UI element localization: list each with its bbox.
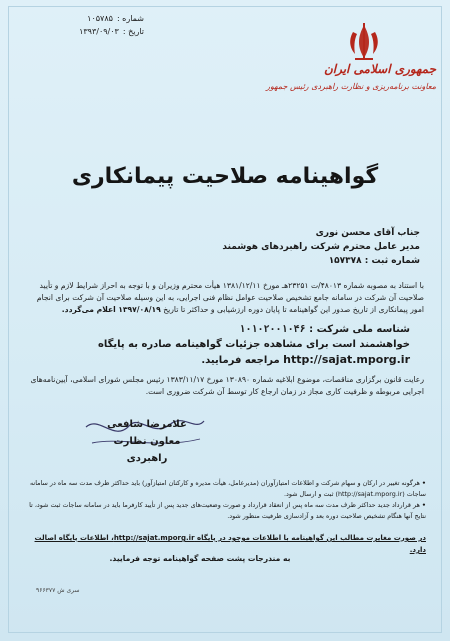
number-label: شماره : (116, 14, 144, 23)
signer-name: غلامرضا شافعی (107, 419, 187, 430)
note-1-bullet-icon: • (421, 479, 426, 487)
national-id-block (50, 322, 410, 368)
addressee-name: جناب آقای محسن نوری (315, 228, 420, 238)
serial-number: سری ش ۹۶۶۳۷۷ (36, 587, 80, 594)
note-2-text: هر قرارداد جدید حداکثر ظرف مدت سه ماه پس از انعقاد قرارداد و صورت وضعیت‌های جدید پس از تأیید کارفرما باید در سامانه ساجات ثبت شود، تا نتایج آنها هنگام تشخیص صلاحیت دوره بعد و آزادسازی ظرفیت منظور شود. (29, 501, 426, 520)
ministry-header (236, 62, 436, 91)
certificate-title: گواهینامه صلاحیت پیمانکاری (71, 164, 379, 189)
body1-text: با استناد به مصوبه شماره ۴۸۰۱۳/ت ۲۳۲۵۱هـ مورخ ۱۳۸۱/۱۲/۱۱ هیأت محترم وزیران و با توجه به احراز شرایط لازم و تأیید صلاحیت آن شرکت در سامانه جامع تشخیص صلاحیت عوامل نظام فنی اجرایی، به این وسیله صلاحیت آن شرکت برای انجام امور پیمانکاری از تاریخ صدور این گواهینامه تا پایان دوره ارزشیابی و حداکثر تا تاریخ (36, 281, 424, 314)
sajat-link[interactable]: http://sajat.mporg.ir (283, 353, 410, 366)
registration-number: شماره ثبت : ۱۵۷۳۷۸ (328, 256, 420, 266)
national-id-tail: مراجعه فرمایید. (201, 355, 280, 366)
national-id-line3 (50, 352, 410, 368)
note-2-bullet-icon: • (421, 501, 426, 509)
deadline-date: ۱۳۹۷/۰۸/۱۹ (118, 305, 161, 314)
number-row (24, 12, 144, 25)
date-label: تاریخ : (122, 27, 144, 36)
addressee-role: مدیر عامل محترم شرکت راهبردهای هوشمند (222, 242, 420, 252)
signer-position: معاون نظارت راهبردی (113, 436, 181, 464)
signature-block (92, 416, 202, 467)
body-paragraph-2: رعایت قانون برگزاری مناقصات، موضوع ابلاغیه شماره ۱۳۰۸۹۰ مورخ ۱۳۸۳/۱۱/۱۷ رئیس مجلس شورای اسلامی، آیین‌نامه‌های اجرایی مربوطه و ظرفیت کاری مجاز در زمان ارجاع کار توسط آن شرکت ضروری است. (30, 375, 424, 396)
back-page-note: به مندرجات پشت صفحه گواهینامه توجه فرمایید. (109, 554, 291, 563)
note-1-text: هرگونه تغییر در ارکان و سهام شرکت و اطلاعات امتیازآوران (مدیرعامل، هیأت مدیره و کارکنان امتیازآور) باید حداکثر ظرف مدت سه ماه در سامانه ساجات (http://sajat.mporg.ir) ثبت و ارسال شود. (30, 479, 426, 498)
ministry-title: جمهوری اسلامی ایران (323, 62, 436, 76)
national-id-value: ۱۰۱۰۲۰۰۱۰۴۶ (239, 324, 306, 335)
notes-block (22, 478, 426, 522)
number-value: ۱۰۵۷۸۵ (87, 14, 113, 23)
national-id-label: شناسه ملی شرکت : (309, 324, 410, 335)
national-id-row (50, 322, 410, 337)
date-row (24, 25, 144, 38)
body-paragraph-1 (26, 280, 424, 316)
national-id-line2: خواهشمند است برای مشاهده جزئیات گواهینامه صادره به پایگاه (97, 339, 410, 350)
date-value: ۱۳۹۳/۰۹/۰۳ (79, 27, 119, 36)
addressee-block (40, 226, 420, 268)
iran-emblem-icon (346, 22, 382, 62)
validity-warning: در صورت مغایرت مطالب این گواهینامه با اطلاعات موجود در پایگاه http://sajat.mporg.ir، اطلاعات پایگاه اصالت دارد. (34, 534, 426, 554)
note-1 (22, 478, 426, 500)
note-2 (22, 500, 426, 522)
document-meta (24, 12, 144, 38)
body1-tail: اعلام می‌گردد. (61, 305, 116, 314)
ministry-subtitle: معاونت برنامه‌ریزی و نظارت راهبردی رئیس جمهور (266, 82, 436, 91)
